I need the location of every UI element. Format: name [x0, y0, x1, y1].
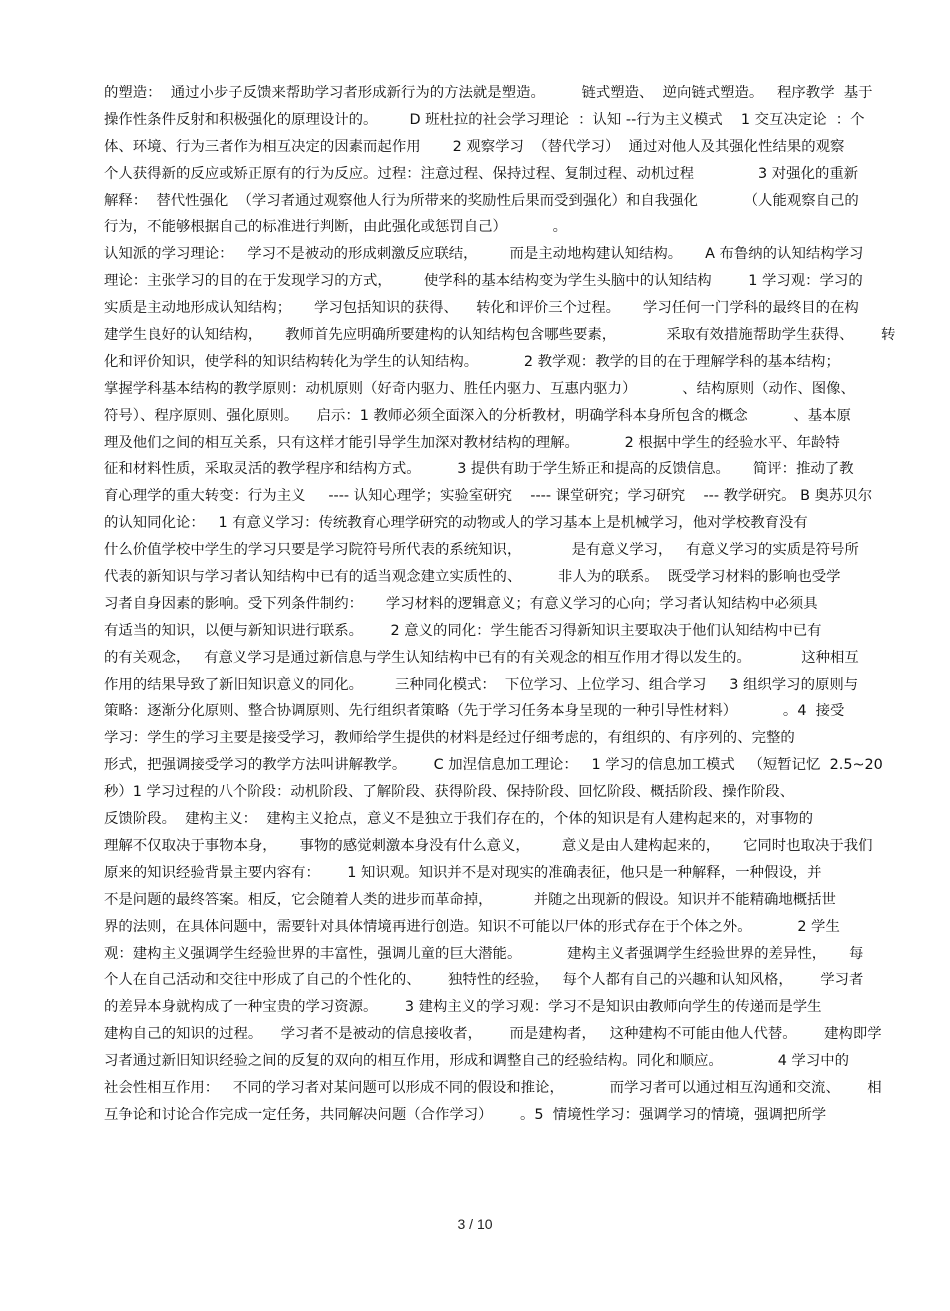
text-line: 理解不仅取决于事物本身， 事物的感觉刺激本身没有什么意义， 意义是由人建构起来的， 它同时也取决于我们	[104, 837, 873, 854]
text-line: 掌握学科基本结构的教学原则：动机原则（好奇内驱力、胜任内驱力、互惠内驱力） 、结构原则（动作、图像、	[104, 380, 855, 397]
text-line: 的有关观念， 有意义学习是通过新信息与学生认知结构中已有的有关观念的相互作用才得以发生的。 这种相互	[104, 649, 859, 666]
text-line: 作用的结果导致了新旧知识意义的同化。 三种同化模式： 下位学习、上位学习、组合学习 3 组织学习的原则与	[104, 676, 859, 693]
text-line: 反馈阶段。 建构主义： 建构主义抢点，意义不是独立于我们存在的，个体的知识是有人建构起来的，对事物的	[104, 811, 814, 828]
text-line: 体、环境、行为三者作为相互决定的因素而起作用 2 观察学习 （替代学习） 通过对他人及其强化性结果的观察	[104, 138, 845, 155]
text-line: 习者通过新旧知识经验之间的反复的双向的相互作用，形成和调整自己的经验结构。同化和顺应。 4 学习中的	[104, 1053, 849, 1070]
text-line: 有适当的知识，以便与新知识进行联系。 2 意义的同化：学生能否习得新知识主要取决于他们认知结构中已有	[104, 622, 822, 639]
text-line: 形式，把强调接受学习的教学方法叫讲解教学。 C 加涅信息加工理论： 1 学习的信息加工模式 （短暂记忆 2.5~20	[104, 757, 883, 774]
text-line: 个人在自己活动和交往中形成了自己的个性化的、 独特性的经验， 每个人都有自己的兴趣和认知风格， 学习者	[104, 972, 864, 989]
text-line: 策略：逐渐分化原则、整合协调原则、先行组织者策略（先于学习任务本身呈现的一种引导性材料） 。4 接受	[104, 703, 845, 720]
text-line: 建学生良好的认知结构， 教师首先应明确所要建构的认知结构包含哪些要素， 采取有效措施帮助学生获得、 转	[104, 327, 896, 344]
text-line: 操作性条件反射和积极强化的原理设计的。 D 班杜拉的社会学习理论 ：认知 --行为主义模式 1 交互决定论 ：个	[104, 111, 865, 128]
text-line: 建构自己的知识的过程。 学习者不是被动的信息接收者， 而是建构者， 这种建构不可能由他人代替。 建构即学	[104, 1026, 882, 1043]
text-line: 认知派的学习理论： 学习不是被动的形成刺激反应联结， 而是主动地构建认知结构。 A 布鲁纳的认知结构学习	[104, 246, 864, 263]
text-line: 解释： 替代性强化 （学习者通过观察他人行为所带来的奖励性后果而受到强化）和自我强化 （人能观察自己的	[104, 192, 859, 209]
text-line: 的差异本身就构成了一种宝贵的学习资源。 3 建构主义的学习观：学习不是知识由教师向学生的传递而是学生	[104, 999, 822, 1016]
text-line: 的塑造： 通过小步子反馈来帮助学习者形成新行为的方法就是塑造。 链式塑造、 逆向链式塑造。 程序教学 基于	[104, 85, 873, 101]
text-line: 理论：主张学习的目的在于发现学习的方式， 使学科的基本结构变为学生头脑中的认知结构 1 学习观：学习的	[104, 273, 863, 290]
text-line: 界的法则，在具体问题中，需要针对具体情境再进行创造。知识不可能以尸体的形式存在于个体之外。 2 学生	[104, 918, 840, 935]
text-line: 观：建构主义强调学生经验世界的丰富性，强调儿童的巨大潜能。 建构主义者强调学生经验世界的差异性， 每	[104, 945, 864, 962]
text-line: 化和评价知识，使学科的知识结构转化为学生的认知结构。 2 教学观：教学的目的在于理解学科的基本结构；	[104, 353, 840, 370]
text-line: 育心理学的重大转变：行为主义 ---- 认知心理学；实验室研究 ---- 课堂研究；学习研究 --- 教学研究。 B 奥苏贝尔	[104, 488, 873, 505]
page-number: 3 / 10	[457, 1216, 493, 1232]
text-line: 个人获得新的反应或矫正原有的行为反应。过程：注意过程、保持过程、复制过程、动机过程 3 对强化的重新	[104, 165, 859, 182]
text-line: 的认知同化论： 1 有意义学习：传统教育心理学研究的动物或人的学习基本上是机械学习，他对学校教育没有	[104, 515, 808, 532]
text-line: 原来的知识经验背景主要内容有： 1 知识观。知识并不是对现实的准确表征，他只是一种解释，一种假设，并	[104, 864, 822, 881]
text-line: 行为，不能够根据自己的标准进行判断，由此强化或惩罚自己） 。	[104, 219, 568, 236]
text-line: 符号）、程序原则、强化原则。 启示：1 教师必须全面深入的分析教材，明确学科本身所包含的概念 、基本原	[104, 407, 851, 424]
text-line: 实质是主动地形成认知结构； 学习包括知识的获得、 转化和评价三个过程。 学习任何一门学科的最终目的在构	[104, 300, 859, 317]
text-line: 理及他们之间的相互关系，只有这样才能引导学生加深对教材结构的理解。 2 根据中学生的经验水平、年龄特	[104, 434, 840, 451]
text-line: 代表的新知识与学习者认知结构中已有的适当观念建立实质性的、 非人为的联系。 既受学习材料的影响也受学	[104, 569, 841, 586]
text-line: 什么价值学校中学生的学习只要是学习院符号所代表的系统知识， 是有意义学习， 有意义学习的实质是符号所	[104, 542, 859, 559]
text-line: 不是问题的最终答案。相反，它会随着人类的进步而革命掉， 并随之出现新的假设。知识并不能精确地概括世	[104, 891, 836, 908]
text-line: 互争论和讨论合作完成一定任务，共同解决问题（合作学习） 。5 情境性学习：强调学习的情境，强调把所学	[104, 1106, 827, 1123]
text-line: 学习：学生的学习主要是接受学习，教师给学生提供的材料是经过仔细考虑的，有组织的、有序列的、完整的	[104, 730, 795, 747]
text-line: 社会性相互作用： 不同的学习者对某问题可以形成不同的假设和推论， 而学习者可以通过相互沟通和交流、 相	[104, 1079, 882, 1096]
text-line: 习者自身因素的影响。受下列条件制约： 学习材料的逻辑意义；有意义学习的心向；学习者认知结构中必须具	[104, 595, 818, 612]
text-line: 秒）1 学习过程的八个阶段：动机阶段、了解阶段、获得阶段、保持阶段、回忆阶段、概括阶段、操作阶段、	[104, 784, 795, 801]
text-line: 征和材料性质，采取灵活的教学程序和结构方式。 3 提供有助于学生矫正和提高的反馈信息。 简评：推动了教	[104, 461, 854, 478]
body-text	[104, 80, 909, 1129]
